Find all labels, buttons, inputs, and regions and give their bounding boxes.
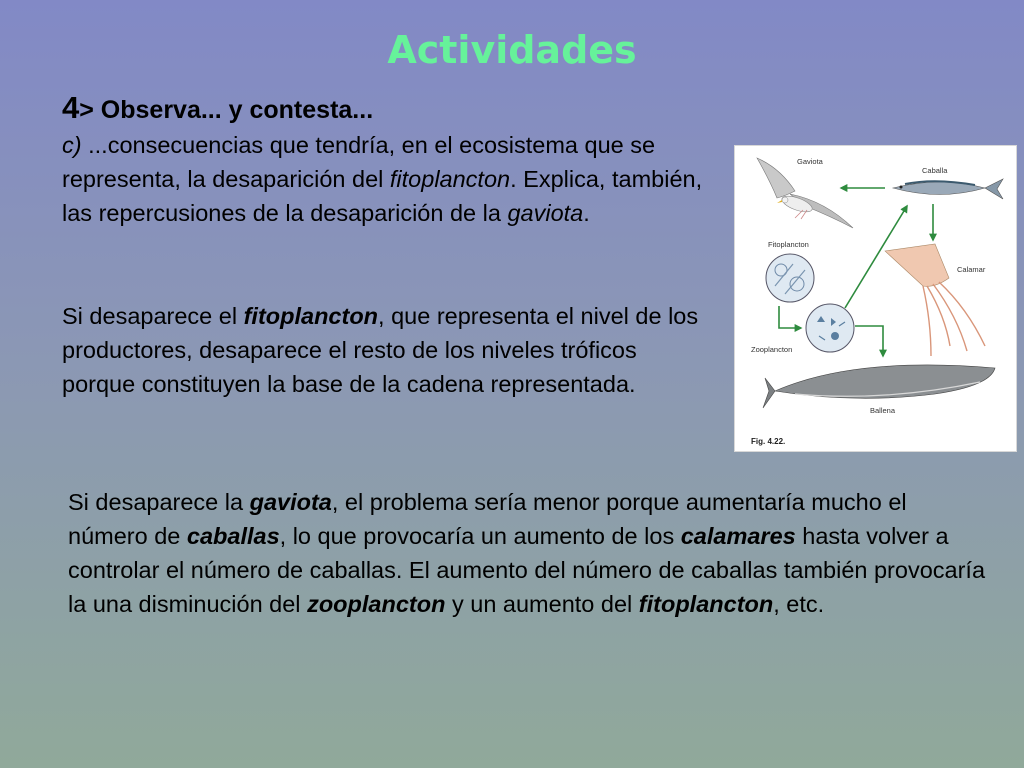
label-calamar: Calamar bbox=[957, 265, 986, 274]
figure-caption: Fig. 4.22. bbox=[751, 437, 786, 446]
slide-title: Actividades bbox=[387, 28, 637, 72]
phytoplankton-illustration bbox=[766, 254, 814, 302]
answer2-part-4: hasta volver a controlar el número de caballas. El aumento del número de caballas también provocaría la una disminución del bbox=[68, 523, 986, 617]
answer1-part-2: , que representa el nivel de los productores, desaparece el resto de los niveles tróficos porque constituyen la base de la cadena representada. bbox=[62, 303, 699, 397]
answer2-term-gaviota: gaviota bbox=[249, 489, 332, 515]
answer-paragraph-1 bbox=[62, 299, 712, 401]
term-fitoplancton: fitoplancton bbox=[389, 166, 511, 192]
answer2-part-1: Si desaparece la bbox=[68, 489, 250, 515]
question-part-2: . Explica, también, las repercusiones de la desaparición de la bbox=[62, 166, 703, 226]
squid-illustration bbox=[885, 244, 985, 356]
mackerel-illustration bbox=[893, 179, 1003, 199]
answer2-part-5: y un aumento del bbox=[445, 591, 639, 617]
answer2-part-2: , el problema sería menor porque aumentaría mucho el número de bbox=[68, 489, 907, 549]
activity-number: 4 bbox=[62, 90, 80, 125]
question-text bbox=[62, 128, 712, 230]
food-chain-figure bbox=[734, 145, 1017, 452]
label-zooplancton: Zooplancton bbox=[751, 345, 793, 354]
answer-paragraph-2 bbox=[68, 485, 988, 621]
question-prefix: c) bbox=[62, 132, 82, 158]
question-part-3: . bbox=[583, 200, 590, 226]
activity-heading bbox=[62, 90, 373, 126]
answer1-part-1: Si desaparece el bbox=[62, 303, 244, 329]
answer1-term-fitoplancton: fitoplancton bbox=[243, 303, 379, 329]
answer2-part-3: , lo que provocaría un aumento de los bbox=[279, 523, 681, 549]
activity-instruction: > Observa... y contesta... bbox=[79, 96, 374, 124]
answer2-term-zooplancton: zooplancton bbox=[307, 591, 446, 617]
answer2-part-6: , etc. bbox=[773, 591, 825, 617]
question-ellipsis: ... bbox=[81, 132, 108, 158]
term-gaviota: gaviota bbox=[507, 200, 584, 226]
question-part-1: consecuencias que tendría, en el ecosistema que se representa, la desaparición del bbox=[62, 132, 656, 192]
label-ballena: Ballena bbox=[870, 406, 896, 415]
answer2-term-calamares: calamares bbox=[680, 523, 796, 549]
answer2-term-fitoplancton: fitoplancton bbox=[638, 591, 774, 617]
label-fitoplancton: Fitoplancton bbox=[768, 240, 809, 249]
answer2-term-caballas: caballas bbox=[186, 523, 280, 549]
zooplankton-illustration bbox=[806, 304, 854, 352]
seagull-illustration bbox=[757, 158, 853, 228]
label-gaviota: Gaviota bbox=[797, 157, 823, 166]
whale-illustration bbox=[763, 365, 995, 408]
label-caballa: Caballa bbox=[922, 166, 948, 175]
food-chain-diagram bbox=[735, 146, 1016, 451]
